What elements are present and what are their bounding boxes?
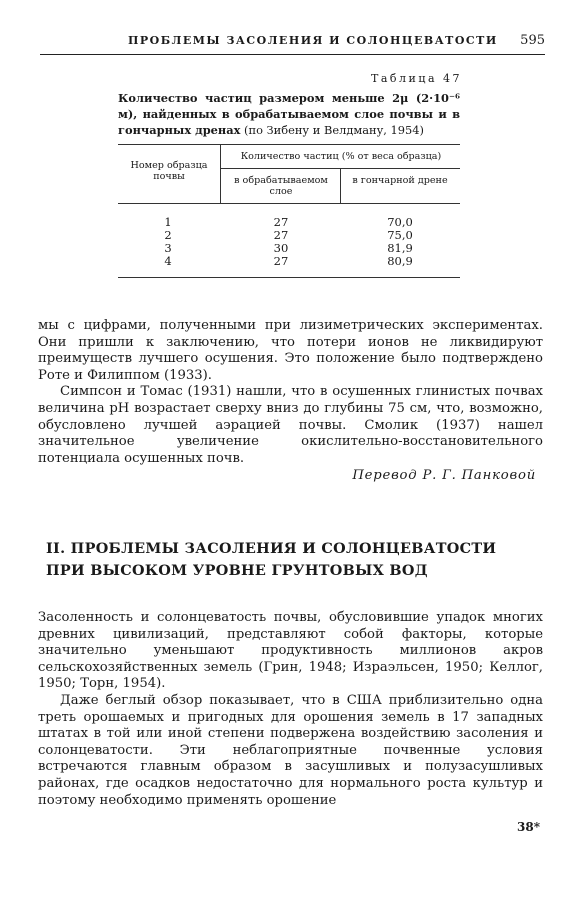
cell-layer-3: 30 (273, 241, 289, 255)
paragraph-3: Засоленность и солонцеватость почвы, обусловившие упадок многих древних цивилизаций, представляют собой факторы, которые значительно уменьшают продуктивность миллионов акров сельскохозяйственных земель (Грин, 1948; Израэльсен, 1950; Келлог, 1950; Торн, 1954). (38, 610, 543, 692)
paragraph-2: Симпсон и Томас (1931) нашли, что в осушенных глинистых почвах величина pH возрастает сверху вниз до глубины 75 см, что, возможно, обусловлено лучшей аэрацией почвы. Смолик (1937) нашел значительное увеличение окислительно-восстановительного потенциала осушенных почв. (38, 384, 543, 466)
cell-drain-4: 80,9 (387, 254, 413, 268)
cell-drain-2: 75,0 (387, 228, 413, 242)
header-in-drain: в гончарной дрене (352, 175, 448, 186)
translator-credit: Перевод Р. Г. Панковой (352, 468, 536, 483)
header-sample-number: Номер образца почвы (130, 160, 208, 182)
cell-num-3: 3 (164, 241, 172, 255)
cell-num-4: 4 (164, 254, 172, 268)
page-signature: 38* (517, 820, 540, 834)
table-vrule-1 (220, 144, 221, 203)
running-header-title: ПРОБЛЕМЫ ЗАСОЛЕНИЯ И СОЛОНЦЕВАТОСТИ (128, 34, 498, 47)
table-label: Таблица 47 (371, 72, 462, 85)
cell-num-1: 1 (164, 215, 172, 229)
cell-layer-2: 27 (273, 228, 289, 242)
table-bottom-rule (118, 277, 460, 278)
cell-layer-1: 27 (273, 215, 289, 229)
paragraph-continuation (38, 318, 543, 467)
cell-layer-4: 27 (273, 254, 289, 268)
cell-drain-3: 81,9 (387, 241, 413, 255)
header-particles-group: Количество частиц (% от веса образца) (240, 151, 442, 162)
table-vrule-2 (340, 168, 341, 203)
table-caption-main: Количество частиц размером меньше 2μ (2·10⁻⁶ м), найденных в обрабатываемом слое почвы и в гончарных дренах (118, 91, 460, 137)
cell-num-2: 2 (164, 228, 172, 242)
section-heading: II. ПРОБЛЕМЫ ЗАСОЛЕНИЯ И СОЛОНЦЕВАТОСТИ ПРИ ВЫСОКОМ УРОВНЕ ГРУНТОВЫХ ВОД (46, 540, 497, 579)
table-caption-source: (по Зибену и Велдману, 1954) (240, 123, 424, 137)
section-body (38, 610, 543, 809)
header-rule (40, 54, 545, 55)
page-number: 595 (520, 33, 545, 48)
table-top-rule (118, 144, 460, 145)
table-caption (118, 90, 460, 138)
table-header-rule (118, 203, 460, 204)
paragraph-1: мы с цифрами, полученными при лизиметрических экспериментах. Они пришли к заключению, что потери ионов не ликвидируют преимуществ лучшего осушения. Это положение было подтверждено Роте и Филиппом (1933). (38, 318, 543, 383)
header-in-layer: в обрабатываемом слое (234, 175, 328, 197)
paragraph-4: Даже беглый обзор показывает, что в США приблизительно одна треть орошаемых и пригодных для орошения земель в 17 западных штатах в той или иной степени подвержена воздействию засоления и солонцеватости. Эти неблагоприятные почвенные условия встречаются главным образом в засушливых и полузасушливых районах, где осадков недостаточно для нормального роста культур и поэтому необходимо применять орошение (38, 692, 543, 808)
cell-drain-1: 70,0 (387, 215, 413, 229)
